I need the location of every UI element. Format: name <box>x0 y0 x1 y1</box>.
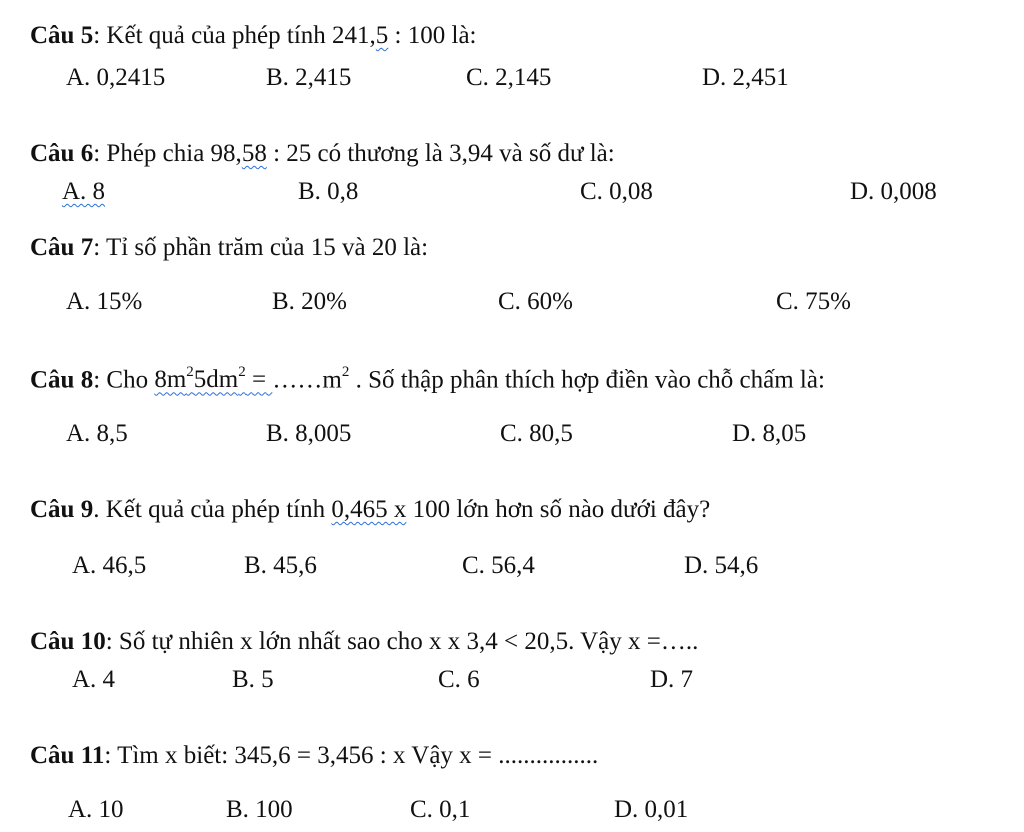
question-9-option-c: C. 56,4 <box>462 552 535 579</box>
expr-part-1: 8m <box>154 366 187 394</box>
question-9-text: . Kết quả của phép tính <box>93 496 332 523</box>
question-6-label: Câu 6 <box>30 140 94 167</box>
question-7-label: Câu 7 <box>30 234 94 261</box>
question-6-text-end: : 25 có thương là 3,94 và số dư là: <box>266 140 615 167</box>
question-9-option-d: D. 54,6 <box>684 552 759 579</box>
question-7-text: : Tỉ số phần trăm của 15 và 20 là: <box>93 234 429 261</box>
question-5-option-a: A. 0,2415 <box>66 64 166 91</box>
question-11-option-d: D. 0,01 <box>614 796 689 823</box>
expr-part-2: 5dm <box>193 366 239 394</box>
question-9 <box>30 496 710 524</box>
question-11-text: : Tìm x biết: 345,6 = 3,456 : x Vậy x = ................ <box>104 742 599 769</box>
question-5-option-d: D. 2,451 <box>702 64 789 91</box>
question-8-option-a: A. 8,5 <box>66 420 128 447</box>
question-7 <box>30 234 428 262</box>
expr-exponent-2: 2 <box>238 364 246 380</box>
question-10-option-b: B. 5 <box>232 666 274 693</box>
question-5-option-c: C. 2,145 <box>466 64 552 91</box>
question-8-option-d: D. 8,05 <box>732 420 807 447</box>
expr-equals: = <box>245 366 273 394</box>
question-9-wavy-text: 0,465 x <box>331 496 407 523</box>
question-6-option-a: A. 8 <box>62 178 106 205</box>
question-8 <box>30 366 825 394</box>
question-6 <box>30 140 615 168</box>
question-8-blank-exponent: 2 <box>341 364 350 380</box>
question-8-label: Câu 8 <box>30 366 94 394</box>
question-6-option-c: C. 0,08 <box>580 178 653 205</box>
question-11-option-b: B. 100 <box>226 796 293 823</box>
question-7-option-b: B. 20% <box>272 288 347 315</box>
question-9-text-end: 100 lớn hơn số nào dưới đây? <box>406 496 711 523</box>
question-10-option-d: D. 7 <box>650 666 694 693</box>
question-5-wavy-text: 5 <box>375 22 389 49</box>
question-11 <box>30 742 598 770</box>
question-6-wavy-text: 58 <box>241 140 267 167</box>
question-5-text-end: : 100 là: <box>388 22 477 49</box>
question-7-option-c: C. 60% <box>498 288 573 315</box>
question-11-label: Câu 11 <box>30 742 105 769</box>
question-10-text: : Số tự nhiên x lớn nhất sao cho x x 3,4 < 20,5. Vậy x =….. <box>105 628 699 655</box>
question-8-expression <box>154 366 272 393</box>
expr-exponent-1: 2 <box>186 364 194 380</box>
question-5-option-b: B. 2,415 <box>266 64 352 91</box>
question-6-text: : Phép chia 98, <box>93 140 242 167</box>
question-8-text-end: . Số thập phân thích hợp điền vào chỗ chấm là: <box>349 366 825 394</box>
question-8-blank: ……m <box>272 366 342 394</box>
question-8-option-b: B. 8,005 <box>266 420 352 447</box>
question-8-option-c: C. 80,5 <box>500 420 573 447</box>
question-9-option-a: A. 46,5 <box>72 552 147 579</box>
question-9-label: Câu 9 <box>30 496 94 523</box>
question-9-option-b: B. 45,6 <box>244 552 317 579</box>
question-5 <box>30 22 476 50</box>
question-5-label: Câu 5 <box>30 22 94 49</box>
question-10-option-a: A. 4 <box>72 666 116 693</box>
question-7-option-a: A. 15% <box>66 288 143 315</box>
question-6-option-b: B. 0,8 <box>298 178 359 205</box>
question-5-text: : Kết quả của phép tính 241, <box>93 22 376 49</box>
question-11-option-c: C. 0,1 <box>410 796 471 823</box>
question-10-label: Câu 10 <box>30 628 106 655</box>
question-7-option-d: C. 75% <box>776 288 851 315</box>
question-8-text: : Cho <box>93 366 155 394</box>
question-11-option-a: A. 10 <box>68 796 124 823</box>
question-10 <box>30 628 698 656</box>
question-6-option-d: D. 0,008 <box>850 178 937 205</box>
question-10-option-c: C. 6 <box>438 666 480 693</box>
